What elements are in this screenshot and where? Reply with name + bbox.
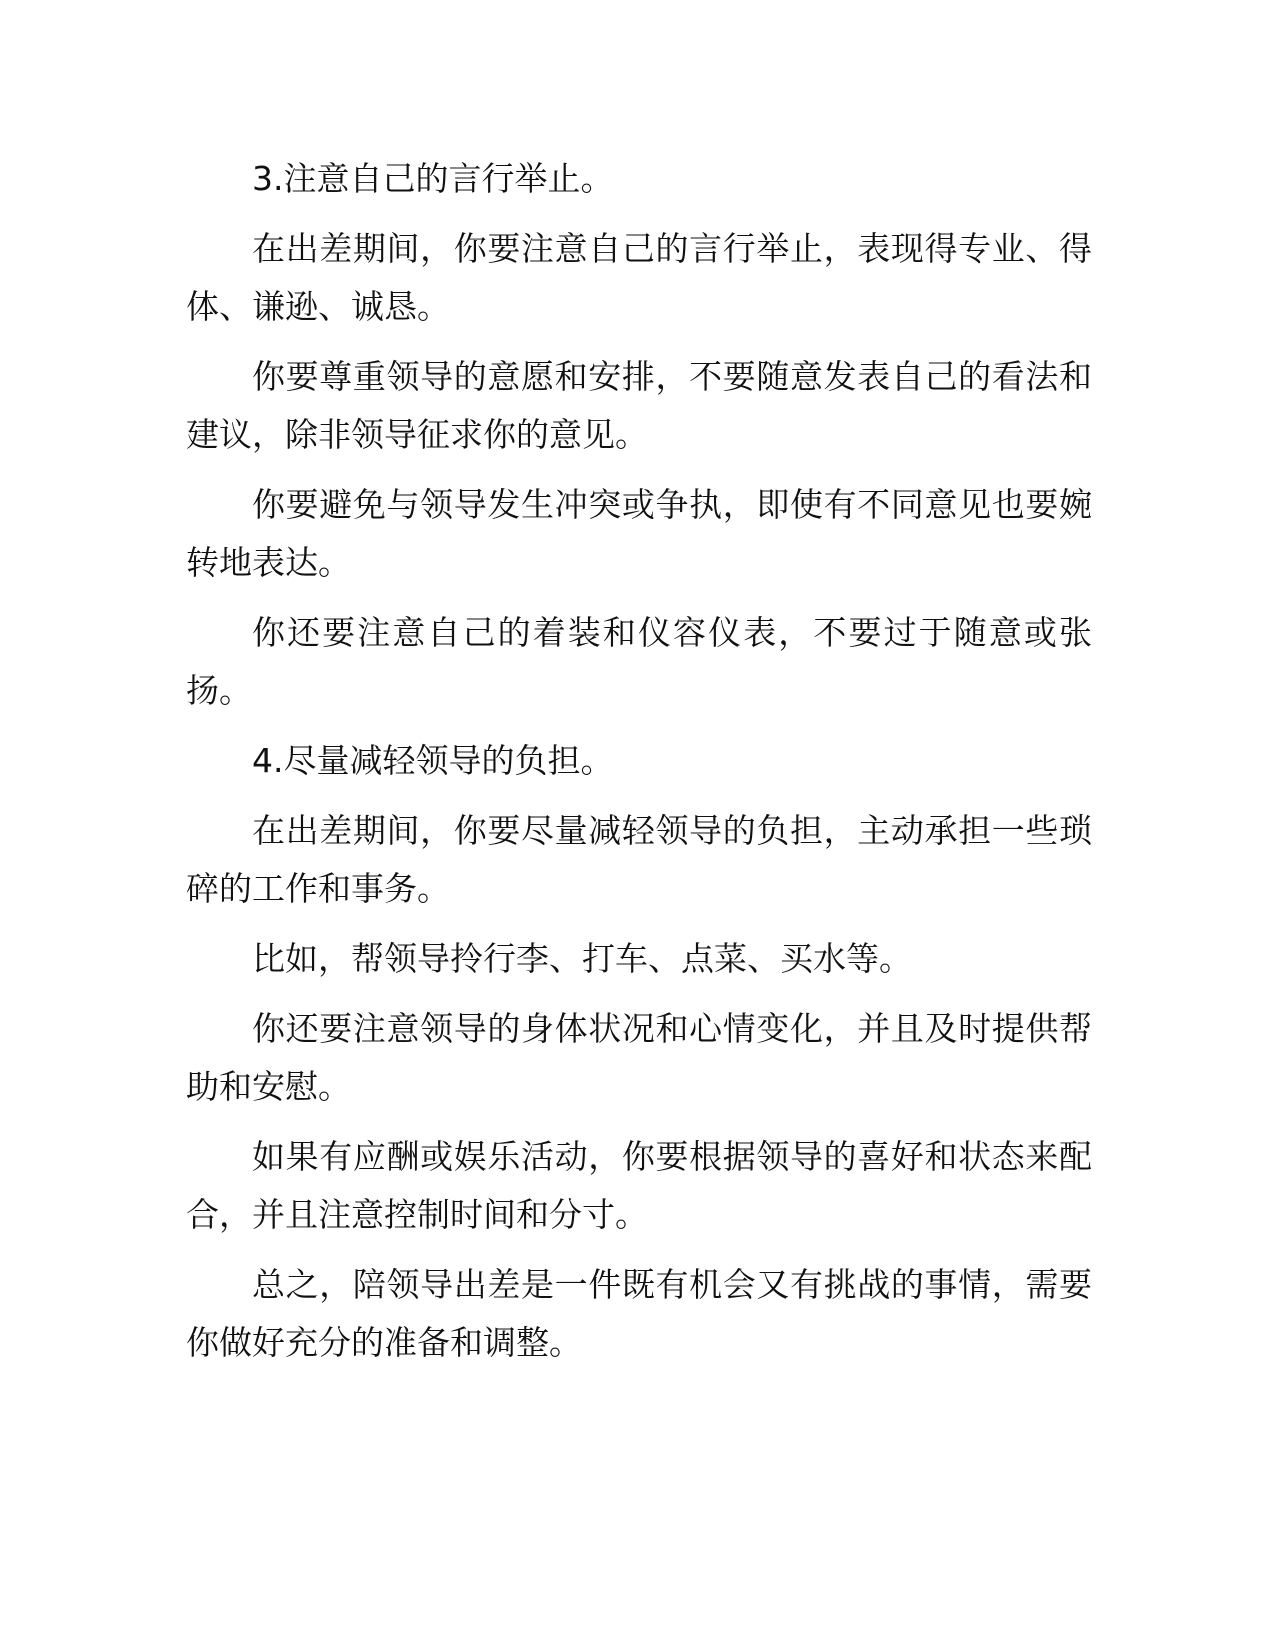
paragraph: 比如，帮领导拎行李、打车、点菜、买水等。 — [252, 939, 912, 978]
paragraph: 在出差期间，你要尽量减轻领导的负担，主动承担一些琐碎的工作和事务。 — [186, 811, 1092, 908]
document-body — [186, 150, 1092, 1384]
paragraph: 你还要注意自己的着装和仪容仪表，不要过于随意或张扬。 — [186, 613, 1092, 710]
paragraph: 如果有应酬或娱乐活动，你要根据领导的喜好和状态来配合，并且注意控制时间和分寸。 — [186, 1137, 1092, 1234]
conclusion-paragraph: 总之，陪领导出差是一件既有机会又有挑战的事情，需要你做好充分的准备和调整。 — [186, 1265, 1092, 1362]
section-heading-4: 4.尽量减轻领导的负担。 — [252, 741, 614, 780]
paragraph: 在出差期间，你要注意自己的言行举止，表现得专业、得体、谦逊、诚恳。 — [186, 229, 1092, 326]
section-heading-3: 3.注意自己的言行举止。 — [252, 159, 614, 198]
paragraph: 你要避免与领导发生冲突或争执，即使有不同意见也要婉转地表达。 — [186, 485, 1092, 582]
paragraph: 你还要注意领导的身体状况和心情变化，并且及时提供帮助和安慰。 — [186, 1009, 1092, 1106]
paragraph: 你要尊重领导的意愿和安排，不要随意发表自己的看法和建议，除非领导征求你的意见。 — [186, 357, 1092, 454]
